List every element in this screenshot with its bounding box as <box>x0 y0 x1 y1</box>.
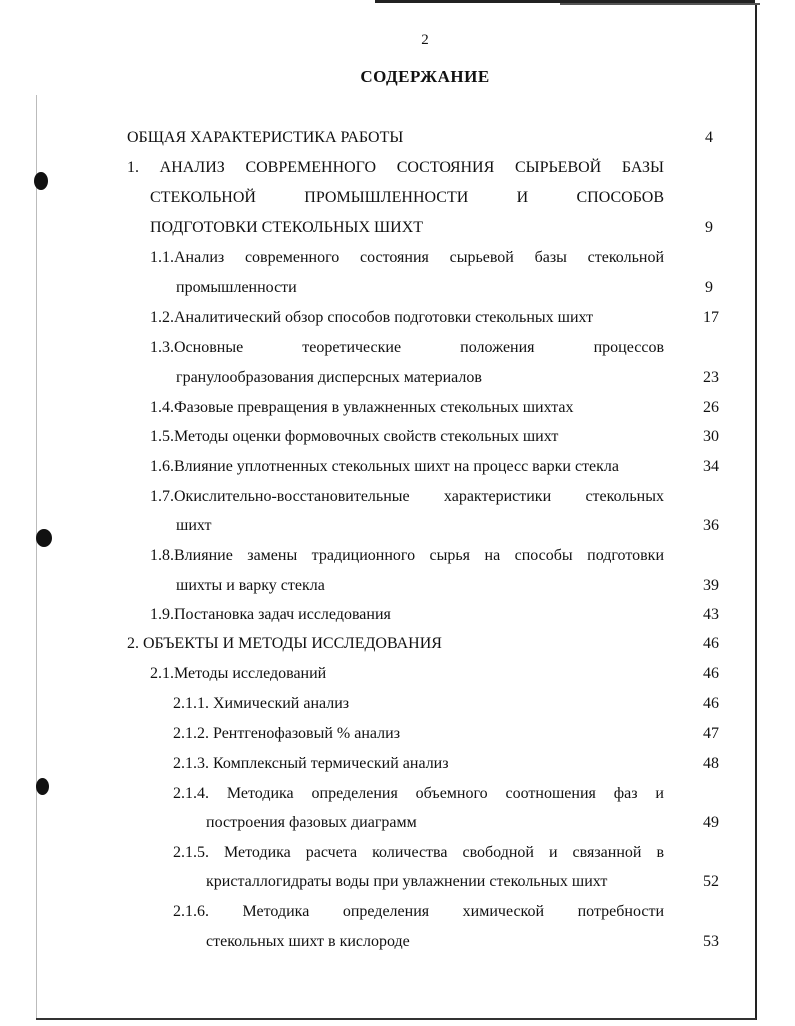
toc-entry-text: 1.5.Методы оценки формовочных свойств стекольных шихт <box>150 428 559 445</box>
toc-entry-text: 1.1.Анализ современного состояния сырьевой базы стекольной <box>150 249 664 266</box>
toc-entry-text: 1. АНАЛИЗ СОВРЕМЕННОГО СОСТОЯНИЯ СЫРЬЕВОЙ БАЗЫ <box>127 159 664 176</box>
toc-entry-page: 48 <box>703 755 719 772</box>
toc-entry-page: 52 <box>703 873 719 890</box>
toc-entry-text: 2.1.6. Методика определения химической потребности <box>173 903 664 920</box>
toc-entry-page: 47 <box>703 725 719 742</box>
toc-entry-page: 34 <box>703 458 719 475</box>
toc-entry-text: ПОДГОТОВКИ СТЕКОЛЬНЫХ ШИХТ <box>150 219 424 236</box>
toc-entry-page: 46 <box>703 665 719 682</box>
toc-entry-text: 1.3.Основные теоретические положения процессов <box>150 339 664 356</box>
toc-entry-text: стекольных шихт в кислороде <box>206 933 410 950</box>
toc-entry-text: 2.1.2. Рентгенофазовый % анализ <box>173 725 401 742</box>
toc-entry-text: ОБЩАЯ ХАРАКТЕРИСТИКА РАБОТЫ <box>127 129 404 146</box>
toc-entry-page: 46 <box>703 695 719 712</box>
toc-entry-page: 4 <box>705 129 713 146</box>
toc-entry-text: 1.2.Аналитический обзор способов подготовки стекольных шихт <box>150 309 594 326</box>
toc-entry-text: 2.1.1. Химический анализ <box>173 695 350 712</box>
toc-entry-text: 1.9.Постановка задач исследования <box>150 606 391 623</box>
toc-entry-text: промышленности <box>176 279 297 296</box>
toc-entry-text: шихты и варку стекла <box>176 577 325 594</box>
toc-entry-page: 39 <box>703 577 719 594</box>
toc-entry-page: 36 <box>703 517 719 534</box>
toc-entry-page: 53 <box>703 933 719 950</box>
toc-entry-page: 9 <box>705 219 713 236</box>
toc-entry-text: 2.1.5. Методика расчета количества свободной и связанной в <box>173 844 664 861</box>
toc-entry-text: СТЕКОЛЬНОЙ ПРОМЫШЛЕННОСТИ И СПОСОБОВ <box>150 189 664 206</box>
toc-entry-text: 1.7.Окислительно-восстановительные характеристики стекольных <box>150 488 664 505</box>
page-title: СОДЕРЖАНИЕ <box>360 67 490 86</box>
toc-entry-page: 17 <box>703 309 719 326</box>
toc-entry-text: 1.6.Влияние уплотненных стекольных шихт на процесс варки стекла <box>150 458 620 475</box>
toc-entry-text: 2. ОБЪЕКТЫ И МЕТОДЫ ИССЛЕДОВАНИЯ <box>127 635 442 652</box>
toc-entry-text: 2.1.Методы исследований <box>150 665 327 682</box>
toc-entry-text: 1.8.Влияние замены традиционного сырья на способы подготовки <box>150 547 664 564</box>
toc-entry-text: 2.1.4. Методика определения объемного соотношения фаз и <box>173 785 664 802</box>
toc-entry-page: 9 <box>705 279 713 296</box>
toc-entry-text: 1.4.Фазовые превращения в увлажненных стекольных шихтах <box>150 399 574 416</box>
toc-entry-page: 49 <box>703 814 719 831</box>
toc-entry-text: кристаллогидраты воды при увлажнении стекольных шихт <box>206 873 608 890</box>
toc-entry-page: 30 <box>703 428 719 445</box>
toc-entry-page: 46 <box>703 635 719 652</box>
toc-entry-page: 43 <box>703 606 719 623</box>
toc-entry-text: построения фазовых диаграмм <box>206 814 417 831</box>
page-number: 2 <box>421 32 429 48</box>
toc-entry-page: 23 <box>703 369 719 386</box>
toc-entry-text: гранулообразования дисперсных материалов <box>176 369 482 386</box>
toc-entry-text: 2.1.3. Комплексный термический анализ <box>173 755 449 772</box>
toc-entry-text: шихт <box>176 517 212 534</box>
toc-entry-page: 26 <box>703 399 719 416</box>
